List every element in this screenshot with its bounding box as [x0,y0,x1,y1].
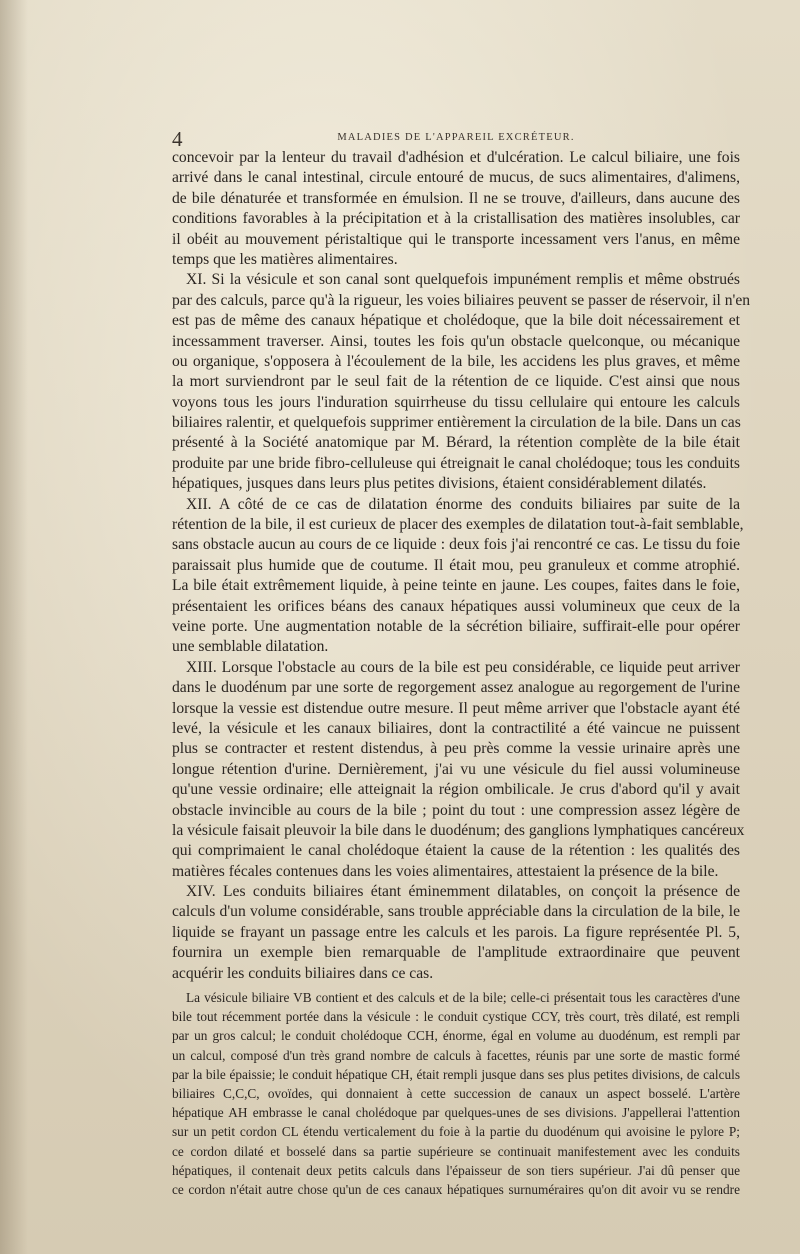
text-line: présenté à la Société anatomique par M. Bérard, la rétention complète de la bile était [172,434,740,452]
text-line: paraissait plus humide que de coutume. Il était mou, peu granuleux et comme atrophié. [172,556,740,574]
text-line: dans le duodénum par une sorte de regorgement assez analogue au regorgement de l'urine [172,679,740,697]
text-line: obstacle invincible au cours de la bile ; point du tout : une compression assez légère de [172,801,740,819]
main-text [172,148,751,1199]
text-line: XIV. Les conduits biliaires étant éminemment dilatables, on conçoit la présence de [186,883,740,901]
text-line: qui comprimaient le canal cholédoque étaient la cause de la rétention : les qualités des [172,842,740,860]
text-line: XII. A côté de ce cas de dilatation énorme des conduits biliaires par suite de la [186,495,740,513]
text-line: conditions favorables à la précipitation et à la cristallisation des matières insolubles, car [172,210,740,228]
text-line: produite par une bride fibro-celluleuse qui étreignait le canal cholédoque; tous les conduits [172,454,740,472]
text-line: matières fécales contenues dans les voies alimentaires, attestaient la présence de la bile. [172,862,719,880]
text-line: par des calculs, parce qu'à la rigueur, les voies biliaires peuvent se passer de réservoir, il n'en [172,291,751,309]
text-line: biliaires ralentir, et quelquefois supprimer entièrement la circulation de la bile. Dans un cas [172,414,741,432]
text-line: sans obstacle aucun au cours de ce liquide : deux fois j'ai rencontré ce cas. Le tissu du foie [172,536,740,554]
text-line: XIII. Lorsque l'obstacle au cours de la bile est peu considérable, ce liquide peut arriver [186,658,740,676]
page-header [172,127,740,151]
text-line: liquide se frayant un passage entre les calculs et les parois. La figure représentée Pl. 5, [172,923,740,941]
text-line: hépatiques, jusques dans leurs plus petites divisions, étaient considérablement dilatés. [172,475,707,493]
text-line: il obéit au mouvement péristaltique qui le transporte incessament vers l'anus, en même [172,230,740,248]
text-line: de bile dénaturée et transformée en émulsion. Il ne se trouve, d'ailleurs, dans aucune des [172,189,740,207]
note-line: hépatique AH embrasse le canal cholédoque par quelques-unes de ses divisions. J'appellerai l'attention [172,1105,740,1121]
note-line: sur un petit cordon CL étendu verticalement du foie à la partie du duodénum qui avoisine le pylore P; [172,1124,740,1140]
text-line: temps que les matières alimentaires. [172,250,398,268]
text-line: arrivé dans le canal intestinal, circule entouré de mucus, de sucs alimentaires, d'alimens, [172,169,740,187]
note-line: par la bile épaissie; le conduit hépatique CH, était rempli jusque dans ses plus petites divisions, de calculs [172,1066,740,1082]
text-line: La bile était extrêmement liquide, à peine teinte en jaune. Les coupes, faites dans le foie, [172,577,740,595]
body-paragraphs [172,148,751,984]
text-line: une semblable dilatation. [172,638,329,656]
page-number: 4 [172,127,183,151]
text-line: fournira un exemple bien remarquable de l'amplitude extraordinaire que peuvent [172,944,740,962]
note-line: bile tout récemment portée dans la vésicule : le conduit cystique CCY, très court, très dilaté, est rempli [172,1009,740,1025]
text-line: concevoir par la lenteur du travail d'adhésion et d'ulcération. Le calcul biliaire, une fois [172,149,740,166]
text-line: présentaient les orifices béans des canaux hépatiques aussi volumineux que ceux de la [172,597,740,615]
note-line: hépatiques, il contenait deux petits calculs dans l'épaisseur de son tiers supérieur. J'ai dû penser que [172,1162,740,1178]
text-line: la mort surviendront par le seul fait de la rétention de ce liquide. C'est ainsi que nous [172,373,740,391]
text-line: rétention de la bile, il est curieux de placer des exemples de dilatation tout-à-fait semblable, [172,516,744,534]
text-line: plus se contracter et restent distendus, à peu près comme la vessie urinaire après une [172,740,740,758]
text-line: longue rétention d'urine. Dernièrement, j'ai vu une vésicule du fiel aussi volumineuse [172,760,740,778]
text-line: la vésicule faisait pleuvoir la bile dans le duodénum; des ganglions lymphatiques cancéreux [172,821,745,839]
text-line: levé, la vésicule et les canaux biliaires, dont la contractilité a été vaincue ne puissent [172,719,740,737]
note-line: par un gros calcul; le conduit cholédoque CCH, énorme, égal en volume au duodénum, est rempli par [172,1028,740,1044]
note-line: biliaires C,C,C, ovoïdes, qui donnaient à cette succession de canaux un aspect bosselé. L'artère [172,1085,740,1101]
text-line: veine porte. Une augmentation notable de la sécrétion biliaire, suffirait-elle pour opérer [172,617,740,635]
note-line: un calcul, composé d'un très grand nombre de calculs à facettes, réunis par une sorte de mastic formé [172,1047,740,1063]
note-line: ce cordon n'était autre chose qu'un de ces canaux hépatiques surnuméraires qu'on dit avoir vu se rendre [172,1181,740,1197]
text-line: incessamment traverser. Ainsi, toutes les fois qu'un obstacle quelconque, ou mécanique [172,332,740,350]
text-line: est pas de même des canaux hépatique et cholédoque, que la bile doit nécessairement et [172,312,740,330]
text-line: XI. Si la vésicule et son canal sont quelquefois impunément remplis et même obstrués [186,271,740,289]
note-line: La vésicule biliaire VB contient et des calculs et de la bile; celle-ci présentait tous les caractères d'une [186,990,740,1006]
text-line: voyons tous les jours l'induration squirrheuse du tissu cellulaire qui entoure les calculs [172,393,740,411]
text-line: calculs d'un volume considérable, sans trouble appréciable dans la circulation de la bile, le [172,903,740,921]
text-line: acquérir les conduits biliaires dans ce cas. [172,964,434,982]
running-title: MALADIES DE L'APPAREIL EXCRÉTEUR. [337,132,575,143]
text-line: ou organique, s'opposera à l'écoulement de la bile, les accidens les plus graves, et même [172,352,740,370]
text-line: qu'une vessie ordinaire; elle atteignait la région ombilicale. Je crus d'abord qu'il y avait [172,781,740,799]
figure-note [172,988,740,1199]
binding-shadow [0,0,28,1254]
note-line: ce cordon dilaté et bosselé dans sa partie supérieure se continuait manifestement avec les conduits [172,1143,740,1159]
text-line: lorsque la vessie est distendue outre mesure. Il peut même arriver que l'obstacle ayant été [172,699,740,717]
